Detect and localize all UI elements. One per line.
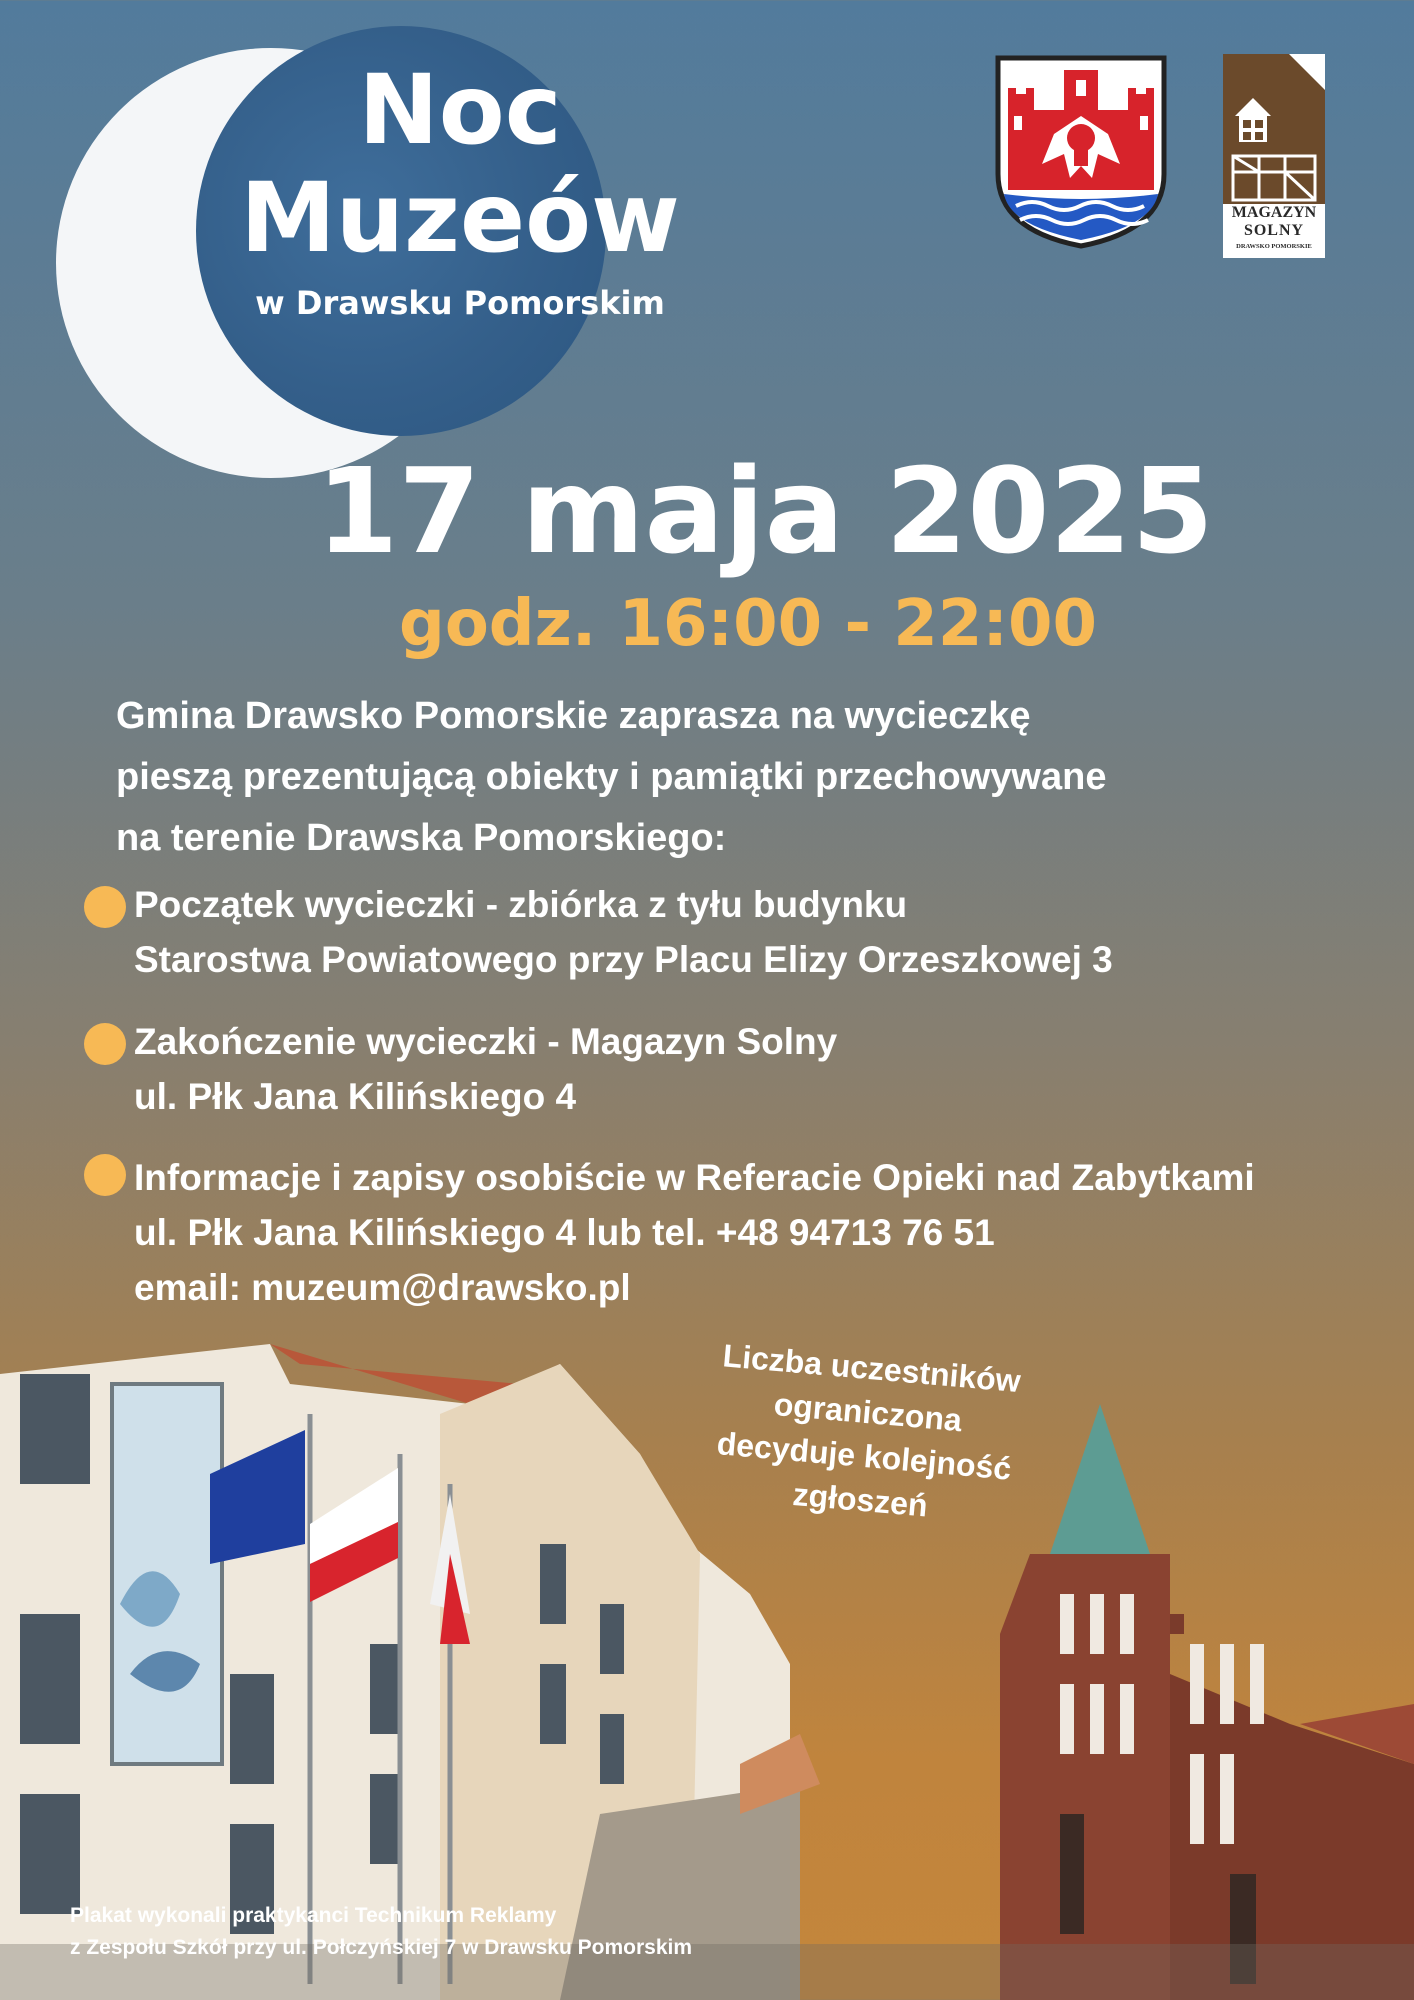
logo-text-solny: SOLNY [1243, 222, 1305, 239]
notice-line: ograniczona [772, 1385, 964, 1439]
participants-limit-notice [669, 1330, 1063, 1538]
credits-line: Plakat wykonali praktykanci Technikum Reklamy [70, 1904, 557, 1927]
info-line1: Informacje i zapisy osobiście w Referacie Opieki nad Zabytkami [134, 1157, 1255, 1198]
start-point-line1: Początek wycieczki - zbiórka z tyłu budynku [134, 884, 908, 925]
coat-of-arms-icon [994, 54, 1168, 250]
magazyn-solny-logo [1223, 54, 1325, 258]
bullet-icon [84, 1154, 126, 1196]
event-hours: godz. 16:00 - 22:00 [399, 587, 1097, 661]
end-point-line2: ul. Płk Jana Kilińskiego 4 [134, 1076, 577, 1117]
intro-paragraph [116, 686, 1376, 869]
notice-line: Liczba uczestników [721, 1337, 1023, 1400]
title-subtitle: w Drawsku Pomorskim [255, 284, 665, 322]
event-date: 17 maja 2025 [316, 442, 1214, 580]
info-email-line: email: muzeum@drawsko.pl [134, 1267, 631, 1308]
intro-line: pieszą prezentującą obiekty i pamiątki przechowywane [116, 756, 1107, 798]
end-point-line1: Zakończenie wycieczki - Magazyn Solny [134, 1021, 838, 1062]
bullet-icon [84, 1023, 126, 1065]
logo-text-magazyn: MAGAZYN [1231, 204, 1317, 221]
logo-text-drawsko: DRAWSKO POMORSKIE [1236, 243, 1312, 250]
notice-line: zgłoszeń [791, 1475, 930, 1524]
info-line2: ul. Płk Jana Kilińskiego 4 lub tel. +48 94713 76 51 [134, 1212, 995, 1253]
credits-line: z Zespołu Szkół przy ul. Połczyńskiej 7 w Drawsku Pomorskim [70, 1936, 693, 1959]
start-point-line2: Starostwa Powiatowego przy Placu Elizy Orzeszkowej 3 [134, 939, 1113, 980]
bullet-icon [84, 886, 126, 928]
notice-line: decyduje kolejność [715, 1425, 1013, 1487]
title-noc: Noc [358, 54, 562, 166]
intro-line: na terenie Drawska Pomorskiego: [116, 817, 727, 859]
poster-credits [70, 1900, 692, 1964]
title-muzeow: Muzeów [240, 162, 680, 274]
intro-line: Gmina Drawsko Pomorskie zaprasza na wycieczkę [116, 695, 1031, 737]
